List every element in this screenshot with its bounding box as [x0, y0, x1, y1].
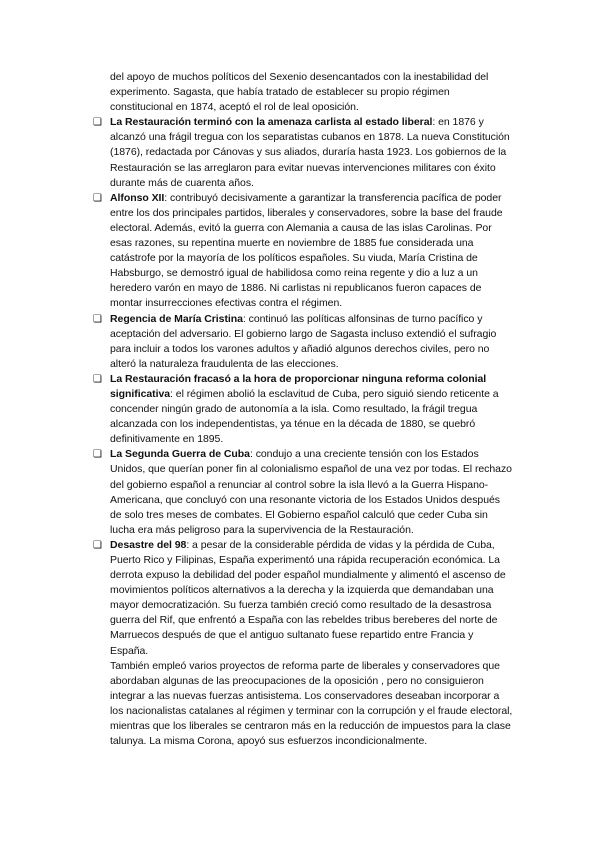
list-item-heading: Desastre del 98 [110, 538, 187, 551]
list-item-text [110, 191, 514, 312]
list-item [93, 538, 514, 659]
list-item-text [110, 372, 514, 447]
checkbox-bullet-icon: ❏ [93, 539, 102, 551]
list-item-body: : condujo a una creciente tensión con los Estados Unidos, que querían poner fin al colonialismo español de una vez por todas. El rechazo del gobierno español a renunciar al control sobre la isla llevó a la Guerra Hispano-Americana, que concluyó con una resonante victoria de los Estados Unidos después de solo tres meses de combates. El Gobierno español calculó que ceder Cuba sin lucha era más peligroso para la supervivencia de la Restauración. [110, 448, 512, 536]
checkbox-bullet-icon: ❏ [93, 313, 102, 325]
list-item-heading: La Restauración fracasó a la hora de proporcionar ninguna reforma colonial significativa [110, 372, 487, 400]
closing-paragraph: También empleó varios proyectos de reforma parte de liberales y conservadores que abordaban algunas de las preocupaciones de la oposición , pero no consiguieron integrar a las nuevas fuerzas antisistema. Los conservadores deseaban incorporar a los nacionalistas catalanes al régimen y terminar con la corrupción y el fraude electoral, mientras que los liberales se centraron más en la reducción de impuestos para la clase talunya. La misma Corona, apoyó sus esfuerzos incondicionalmente. [110, 659, 513, 748]
list-item [93, 447, 514, 538]
list-item-body: : continuó las políticas alfonsinas de turno pacífico y aceptación del adversario. El gobierno largo de Sagasta incluso extendió el sufragio para incluir a todos los varones adultos y añadió algunos derechos civiles, pero no alteró la naturaleza fraudulenta de las elecciones. [110, 312, 497, 370]
list-item-body: : contribuyó decisivamente a garantizar la transferencia pacífica de poder entre los dos principales partidos, liberales y conservadores, sobre la base del fraude electoral. Además, evitó la guerra con Alemania a causa de las islas Carolinas. Por esas razones, su repentina muerte en noviembre de 1885 fue considerada una catástrofe por la mayoría de los políticos españoles. Su viuda, María Cristina de Habsburgo, se demostró igual de habilidosa como reina regente y dio a luz a un heredero varón en mayo de 1886. Ni carlistas ni republicanos fueron capaces de montar insurrecciones efectivas contra el régimen. [110, 191, 503, 310]
list-item-text [110, 447, 514, 538]
list-item [93, 115, 514, 190]
list-item-text [110, 312, 514, 372]
list-item-body: : a pesar de la considerable pérdida de vidas y la pérdida de Cuba, Puerto Rico y Filipinas, España experimentó una rápida recuperación económica. La derrota expuso la debilidad del poder español mundialmente y alimentó el ascenso de movimientos políticos alternativos a la derecha y la izquierda que demandaban una mayor democratización. Su fuerza también creció como resultado de la desastrosa guerra del Rif, que enfrentó a España con las rebeldes tribus bereberes del norte de Marruecos después de que el antiguo sultanato fuese repartido entre Francia y España. [110, 538, 506, 657]
list-item [93, 372, 514, 447]
checkbox-bullet-icon: ❏ [93, 192, 102, 204]
list-item-body: : el régimen abolió la esclavitud de Cuba, pero siguió siendo reticente a concender ningún grado de autonomía a la isla. Como resultado, la frágil tregua alcanzada con los independentistas, ya ténue en la década de 1880, se quebró definitivamente en 1895. [110, 387, 499, 446]
checkbox-bullet-icon: ❏ [93, 449, 102, 461]
checkbox-bullet-icon: ❏ [93, 117, 102, 129]
list-item-body: : en 1876 y alcanzó una frágil tregua con los separatistas cubanos en 1878. La nueva Constitución (1876), redactada por Cánovas y sus aliados, duraría hasta 1923. Los gobiernos de la Restauración se las arreglaron para evitar nuevas intervenciones militares con éxito durante más de cuarenta años. [110, 116, 510, 189]
list-item-text [110, 115, 514, 190]
list-item-heading: Alfonso XII [110, 191, 165, 204]
list-item [93, 312, 514, 372]
list-item-text [110, 538, 514, 659]
checkbox-bullet-icon: ❏ [93, 373, 102, 385]
list-item-heading: La Restauración terminó con la amenaza carlista al estado liberal [110, 116, 433, 129]
list-item-heading: La Segunda Guerra de Cuba [110, 448, 250, 461]
list-item [93, 191, 514, 312]
list-item-heading: Regencia de María Cristina [110, 312, 243, 325]
document-body [93, 70, 514, 749]
intro-paragraph: del apoyo de muchos políticos del Sexenio desencantados con la inestabilidad del experimento. Sagasta, que había tratado de establecer su propio régimen constitucional en 1874, aceptó el rol de leal oposición. [110, 71, 489, 114]
